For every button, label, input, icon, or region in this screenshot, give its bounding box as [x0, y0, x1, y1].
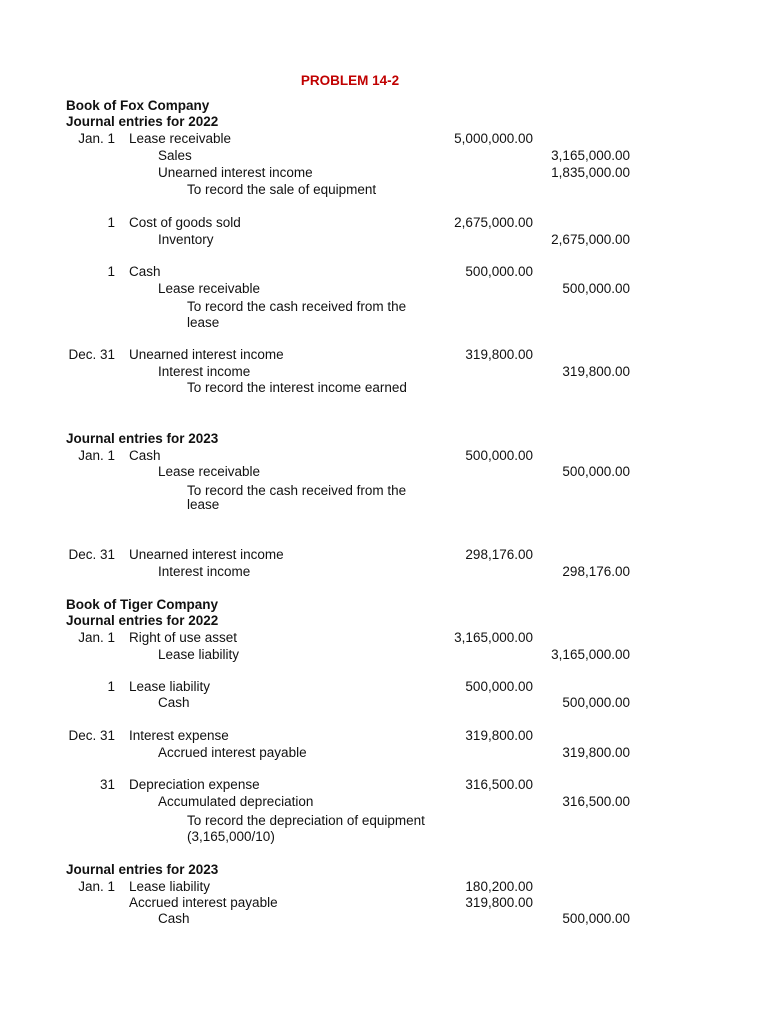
credit-account: Inventory — [158, 232, 214, 247]
entry-date: 31 — [99, 777, 115, 792]
debit-amount: 500,000.00 — [465, 448, 533, 463]
credit-account: Lease receivable — [158, 281, 261, 296]
debit-account: Interest expense — [129, 728, 229, 743]
fox-book-heading: Book of Fox Company — [66, 98, 210, 113]
credit-amount: 500,000.00 — [562, 281, 630, 296]
credit-amount: 500,000.00 — [562, 695, 630, 710]
entry-explanation: To record the cash received from the — [187, 299, 407, 314]
debit-amount: 3,165,000.00 — [454, 630, 533, 645]
credit-amount: 3,165,000.00 — [551, 647, 630, 662]
debit-amount: 5,000,000.00 — [454, 131, 533, 146]
entry-date: Jan. 1 — [78, 131, 115, 146]
credit-amount: 2,675,000.00 — [551, 232, 630, 247]
credit-account: Interest income — [158, 564, 251, 579]
entry-explanation: To record the interest income earned — [187, 380, 407, 395]
entry-date: Dec. 31 — [68, 728, 115, 743]
entry-date: Dec. 31 — [68, 547, 115, 562]
debit-account: Cash — [129, 264, 161, 279]
debit-account: Lease receivable — [129, 131, 232, 146]
fox-2022-heading: Journal entries for 2022 — [66, 114, 219, 129]
debit-account: Lease liability — [129, 879, 211, 894]
debit-account: Depreciation expense — [129, 777, 260, 792]
entry-explanation: lease — [187, 315, 220, 330]
credit-account: Lease liability — [158, 647, 240, 662]
entry-explanation: To record the depreciation of equipment — [187, 813, 425, 828]
entry-date: Jan. 1 — [78, 630, 115, 645]
tiger-2023-heading: Journal entries for 2023 — [66, 862, 219, 877]
credit-account: Sales — [158, 148, 192, 163]
debit-account: Unearned interest income — [129, 547, 284, 562]
debit-amount: 319,800.00 — [465, 347, 533, 362]
entry-explanation: To record the cash received from the — [187, 483, 407, 498]
debit-amount: 316,500.00 — [465, 777, 533, 792]
tiger-book-heading: Book of Tiger Company — [66, 597, 219, 612]
entry-explanation: lease — [187, 497, 220, 512]
entry-date: Jan. 1 — [78, 448, 115, 463]
entry-date: 1 — [107, 215, 115, 230]
credit-amount: 500,000.00 — [562, 911, 630, 926]
debit-amount: 500,000.00 — [465, 679, 533, 694]
debit-account: Lease liability — [129, 679, 211, 694]
entry-explanation: (3,165,000/10) — [187, 829, 275, 844]
credit-account: Cash — [158, 911, 190, 926]
debit-account: Accrued interest payable — [129, 895, 278, 910]
page-title: PROBLEM 14-2 — [300, 73, 400, 88]
credit-amount: 319,800.00 — [562, 745, 630, 760]
debit-account: Cash — [129, 448, 161, 463]
credit-amount: 316,500.00 — [562, 794, 630, 809]
fox-2023-heading: Journal entries for 2023 — [66, 431, 219, 446]
credit-account: Accrued interest payable — [158, 745, 307, 760]
credit-account: Interest income — [158, 364, 251, 379]
debit-amount: 500,000.00 — [465, 264, 533, 279]
tiger-2022-heading: Journal entries for 2022 — [66, 613, 219, 628]
credit-amount: 3,165,000.00 — [551, 148, 630, 163]
credit-amount: 1,835,000.00 — [551, 165, 630, 180]
debit-amount: 319,800.00 — [465, 728, 533, 743]
entry-explanation: To record the sale of equipment — [187, 182, 377, 197]
credit-account: Unearned interest income — [158, 165, 313, 180]
debit-amount: 298,176.00 — [465, 547, 533, 562]
debit-amount: 319,800.00 — [465, 895, 533, 910]
credit-account: Lease receivable — [158, 464, 261, 479]
debit-account: Right of use asset — [129, 630, 238, 645]
debit-amount: 180,200.00 — [465, 879, 533, 894]
credit-amount: 298,176.00 — [562, 564, 630, 579]
debit-account: Unearned interest income — [129, 347, 284, 362]
entry-date: 1 — [107, 264, 115, 279]
entry-date: 1 — [107, 679, 115, 694]
debit-amount: 2,675,000.00 — [454, 215, 533, 230]
entry-date: Dec. 31 — [68, 347, 115, 362]
credit-account: Accumulated depreciation — [158, 794, 314, 809]
entry-date: Jan. 1 — [78, 879, 115, 894]
debit-account: Cost of goods sold — [129, 215, 241, 230]
credit-amount: 500,000.00 — [562, 464, 630, 479]
credit-amount: 319,800.00 — [562, 364, 630, 379]
credit-account: Cash — [158, 695, 190, 710]
